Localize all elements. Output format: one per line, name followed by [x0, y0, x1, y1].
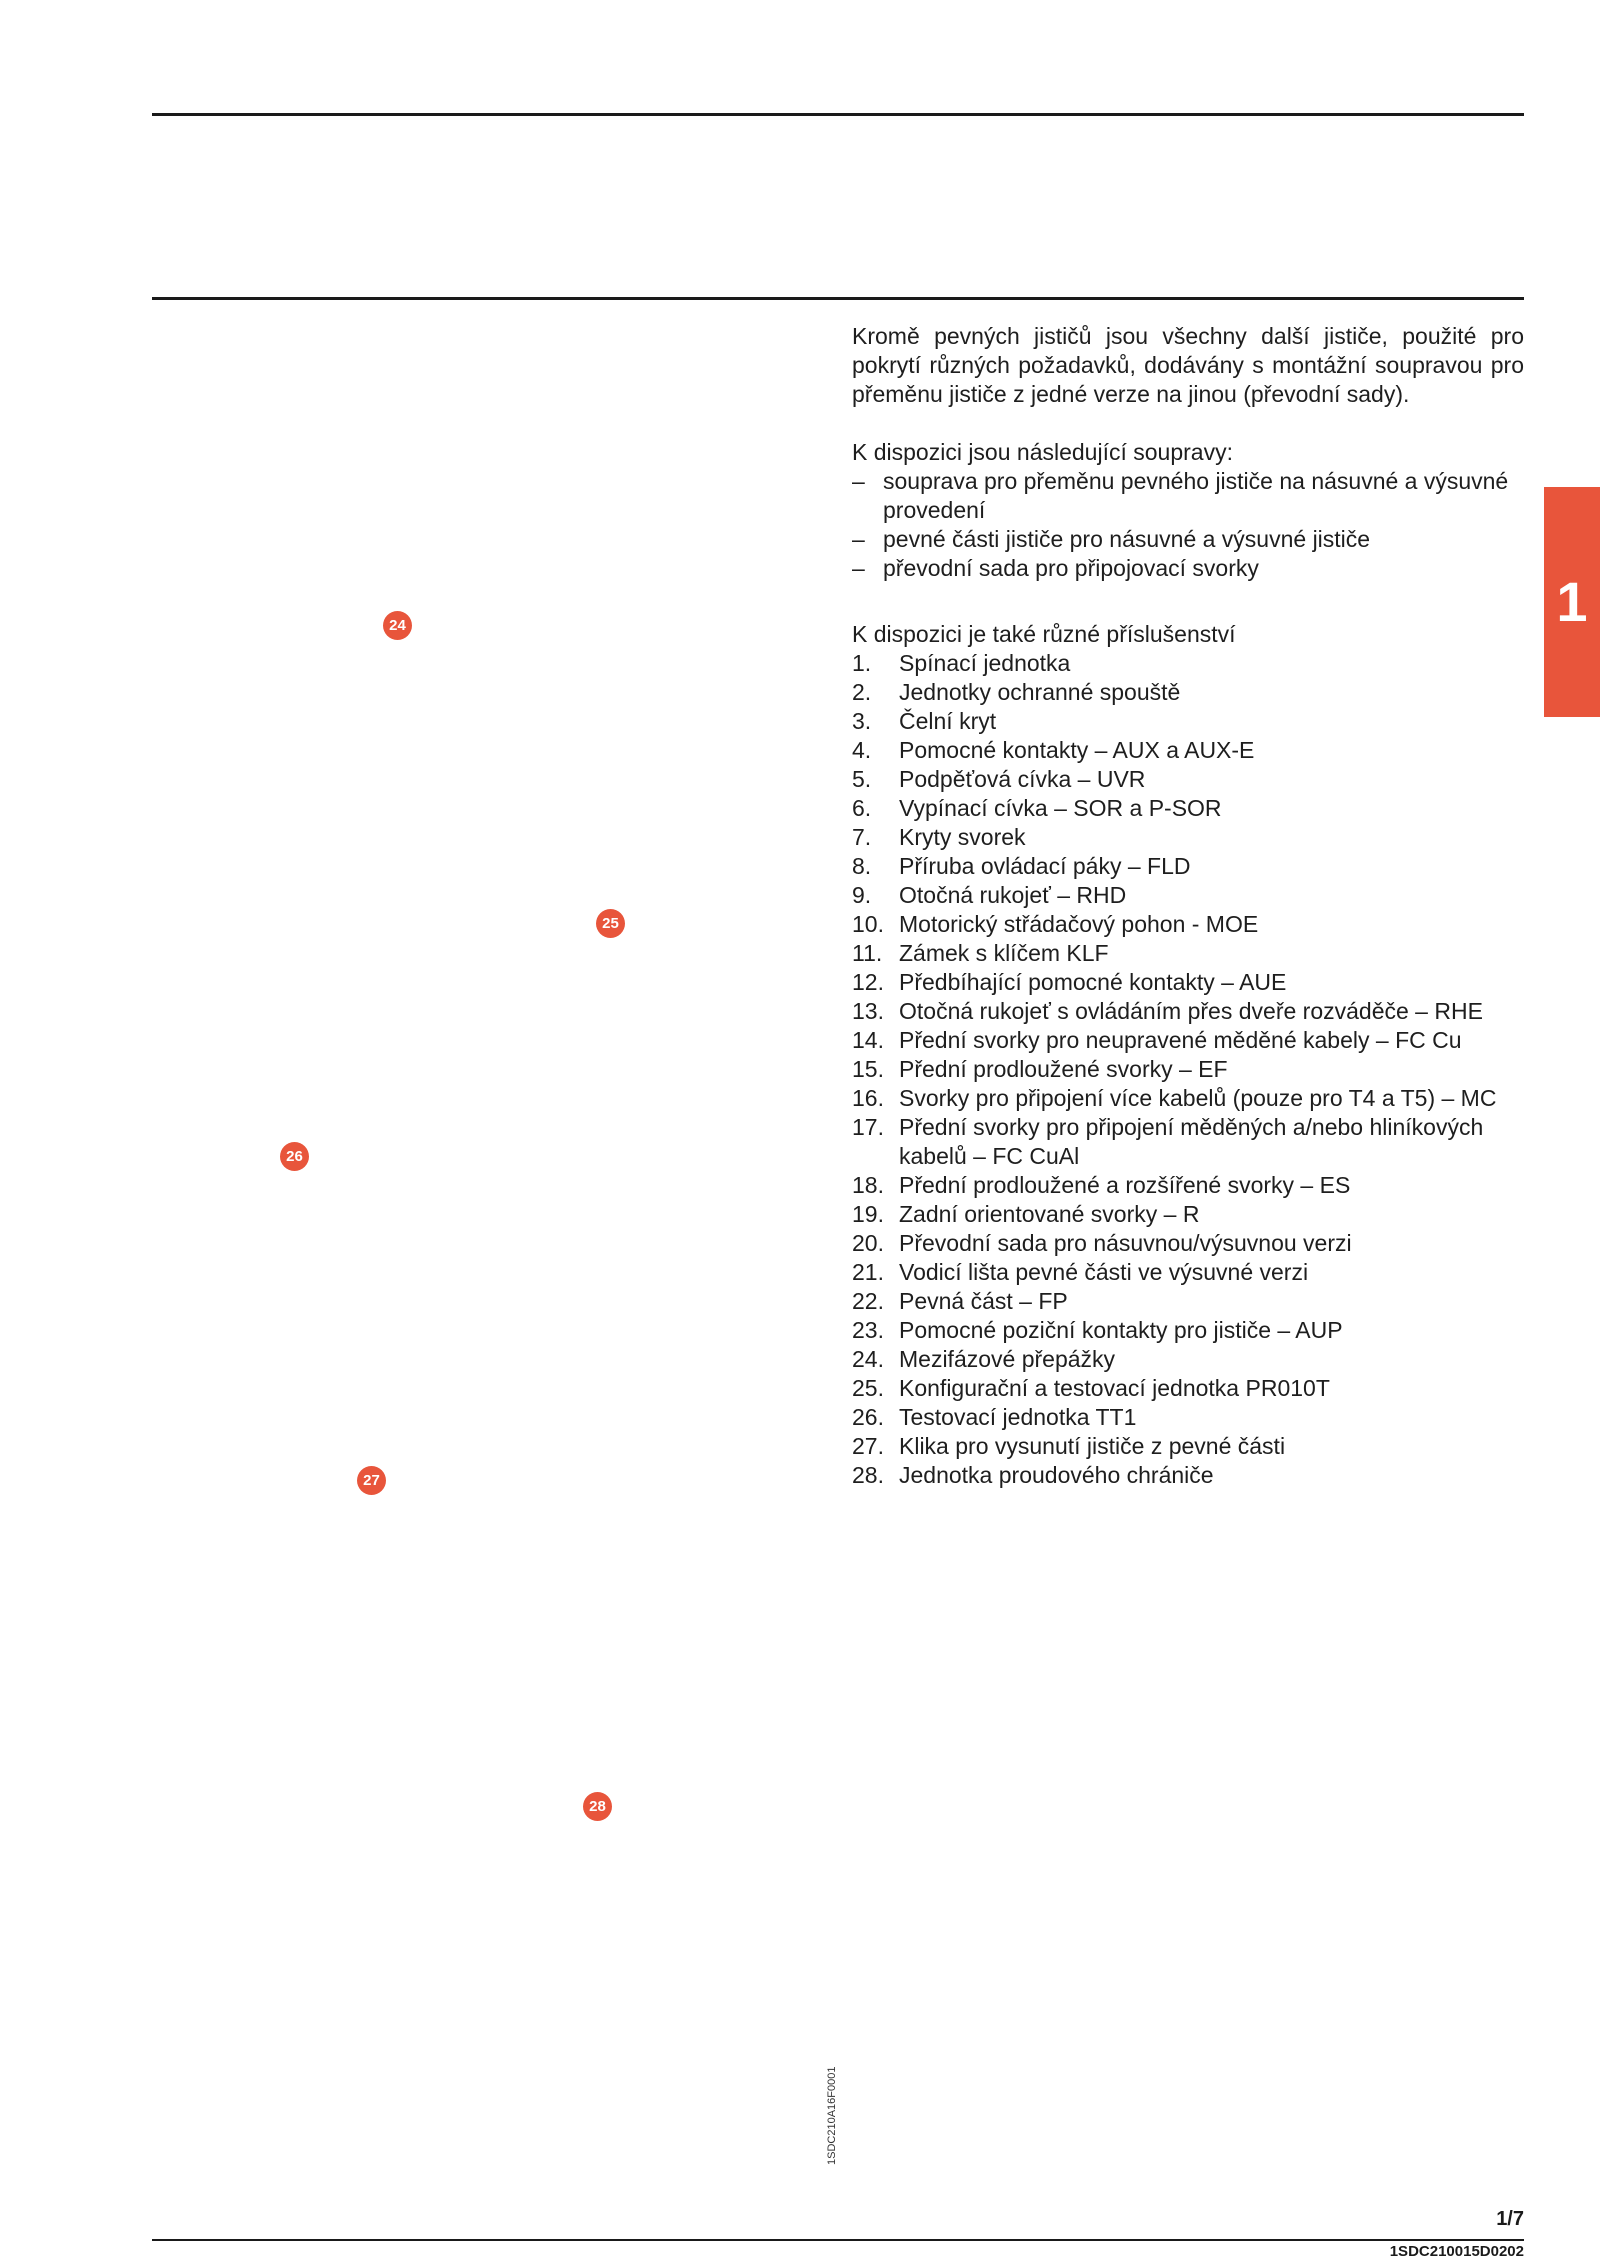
item-number: 15.	[852, 1056, 884, 1082]
item-number: 23.	[852, 1317, 884, 1343]
header-rule-bottom	[152, 297, 1524, 300]
item-number: 11.	[852, 940, 883, 966]
item-text: Vypínací cívka – SOR a P-SOR	[899, 795, 1222, 821]
item-number: 26.	[852, 1404, 884, 1430]
figure-code: 1SDC210A16F0001	[826, 2066, 838, 2165]
item-number: 28.	[852, 1462, 884, 1488]
list-item	[852, 1229, 1524, 1258]
item-text: Podpěťová cívka – UVR	[899, 766, 1146, 792]
list-item	[852, 1171, 1524, 1200]
item-text: Jednotka proudového chrániče	[899, 1462, 1214, 1488]
item-text: Jednotky ochranné spouště	[899, 679, 1181, 705]
callout-badge	[583, 1792, 612, 1821]
item-number: 1.	[852, 650, 872, 676]
item-text: Zadní orientované svorky – R	[899, 1201, 1200, 1227]
item-text: Klika pro vysunutí jističe z pevné části	[899, 1433, 1286, 1459]
item-text: Převodní sada pro násuvnou/výsuvnou verzi	[899, 1230, 1352, 1256]
callout-number: 26	[286, 1148, 303, 1165]
list-item	[852, 1258, 1524, 1287]
item-number: 16.	[852, 1085, 884, 1111]
intro-paragraph: Kromě pevných jističů jsou všechny další jističe, použité pro pokrytí různých požadavků, dodávány s montážní soupravou pro přeměnu jističe z jedné verze na jinou (převodní sady).	[852, 323, 1524, 407]
item-text: Pevná část – FP	[899, 1288, 1068, 1314]
item-number: 2.	[852, 679, 872, 705]
list-item: – pevné části jističe pro násuvné a výsuvné jističe	[852, 526, 1371, 552]
list-item	[852, 1403, 1524, 1432]
list-item	[852, 881, 1524, 910]
chapter-tab	[1544, 487, 1600, 717]
item-number: 21.	[852, 1259, 884, 1285]
list-item: – převodní sada pro připojovací svorky	[852, 555, 1259, 581]
item-number: 13.	[852, 998, 884, 1024]
item-text: Čelní kryt	[899, 708, 997, 734]
list-item	[852, 707, 1524, 736]
item-number: 12.	[852, 969, 884, 995]
kits-list	[852, 467, 1524, 583]
header-rule-top	[152, 113, 1524, 116]
item-text: Testovací jednotka TT1	[899, 1404, 1137, 1430]
item-text: Přední prodloužené svorky – EF	[899, 1056, 1228, 1082]
item-text: Otočná rukojeť s ovládáním přes dveře rozváděče – RHE	[899, 998, 1483, 1024]
list-item: – souprava pro přeměnu pevného jističe na násuvné a výsuvné provedení	[852, 468, 1509, 523]
list-item	[852, 823, 1524, 852]
list-item	[852, 1113, 1524, 1171]
item-number: 8.	[852, 853, 872, 879]
callout-number: 27	[363, 1472, 380, 1489]
item-text: Konfigurační a testovací jednotka PR010T	[899, 1375, 1330, 1401]
list-item	[852, 736, 1524, 765]
callout-badge	[596, 909, 625, 938]
list-item	[852, 1055, 1524, 1084]
list-item	[852, 910, 1524, 939]
item-number: 27.	[852, 1433, 884, 1459]
item-text: Předbíhající pomocné kontakty – AUE	[899, 969, 1287, 995]
item-text: Motorický střádačový pohon - MOE	[899, 911, 1259, 937]
item-text: Zámek s klíčem KLF	[899, 940, 1109, 966]
item-number: 5.	[852, 766, 872, 792]
list-item	[852, 678, 1524, 707]
list-item	[852, 1084, 1524, 1113]
item-number: 24.	[852, 1346, 884, 1372]
item-number: 6.	[852, 795, 872, 821]
item-text: Přední svorky pro připojení měděných a/nebo hliníkových kabelů – FC CuAl	[899, 1114, 1484, 1169]
callout-number: 25	[602, 915, 619, 932]
item-text: Mezifázové přepážky	[899, 1346, 1116, 1372]
item-number: 7.	[852, 824, 872, 850]
item-text: Pomocné poziční kontakty pro jističe – AUP	[899, 1317, 1343, 1343]
list-item	[852, 765, 1524, 794]
item-text: Přední prodloužené a rozšířené svorky – ES	[899, 1172, 1351, 1198]
list-item	[852, 1200, 1524, 1229]
item-number: 20.	[852, 1230, 884, 1256]
item-number: 9.	[852, 882, 872, 908]
page-number: 1/7	[1496, 2208, 1524, 2230]
document-code: 1SDC210015D0202	[1389, 2243, 1524, 2260]
list-item	[852, 649, 1524, 678]
item-number: 22.	[852, 1288, 884, 1314]
list-item	[852, 1374, 1524, 1403]
callout-badge	[383, 611, 412, 640]
item-text: Kryty svorek	[899, 824, 1026, 850]
footer-rule	[152, 2239, 1524, 2241]
item-number: 4.	[852, 737, 872, 763]
item-text: Spínací jednotka	[899, 650, 1071, 676]
list-item	[852, 939, 1524, 968]
item-number: 25.	[852, 1375, 884, 1401]
callout-badge	[357, 1466, 386, 1495]
accessories-list	[852, 649, 1524, 1490]
item-number: 19.	[852, 1201, 884, 1227]
item-number: 3.	[852, 708, 872, 734]
item-text: Příruba ovládací páky – FLD	[899, 853, 1191, 879]
callout-number: 24	[389, 617, 406, 634]
list-item	[852, 1287, 1524, 1316]
item-text: Svorky pro připojení více kabelů (pouze pro T4 a T5) – MC	[899, 1085, 1497, 1111]
item-number: 18.	[852, 1172, 884, 1198]
list-item	[852, 968, 1524, 997]
list-item	[852, 1316, 1524, 1345]
callout-badge	[280, 1142, 309, 1171]
item-text: Otočná rukojeť – RHD	[899, 882, 1127, 908]
item-text: Vodicí lišta pevné části ve výsuvné verzi	[899, 1259, 1309, 1285]
item-number: 10.	[852, 911, 884, 937]
body-text	[852, 322, 1524, 1490]
chapter-number: 1	[1556, 570, 1588, 633]
list-item	[852, 1432, 1524, 1461]
item-text: Pomocné kontakty – AUX a AUX-E	[899, 737, 1255, 763]
list-item	[852, 794, 1524, 823]
list-item	[852, 852, 1524, 881]
list-item	[852, 1461, 1524, 1490]
list-item	[852, 1026, 1524, 1055]
item-text: Přední svorky pro neupravené měděné kabely – FC Cu	[899, 1027, 1462, 1053]
kits-heading: K dispozici jsou následující soupravy:	[852, 439, 1233, 465]
item-number: 17.	[852, 1114, 884, 1140]
item-number: 14.	[852, 1027, 884, 1053]
accessories-heading: K dispozici je také různé příslušenství	[852, 621, 1236, 647]
list-item	[852, 997, 1524, 1026]
callout-number: 28	[589, 1798, 606, 1815]
list-item	[852, 1345, 1524, 1374]
